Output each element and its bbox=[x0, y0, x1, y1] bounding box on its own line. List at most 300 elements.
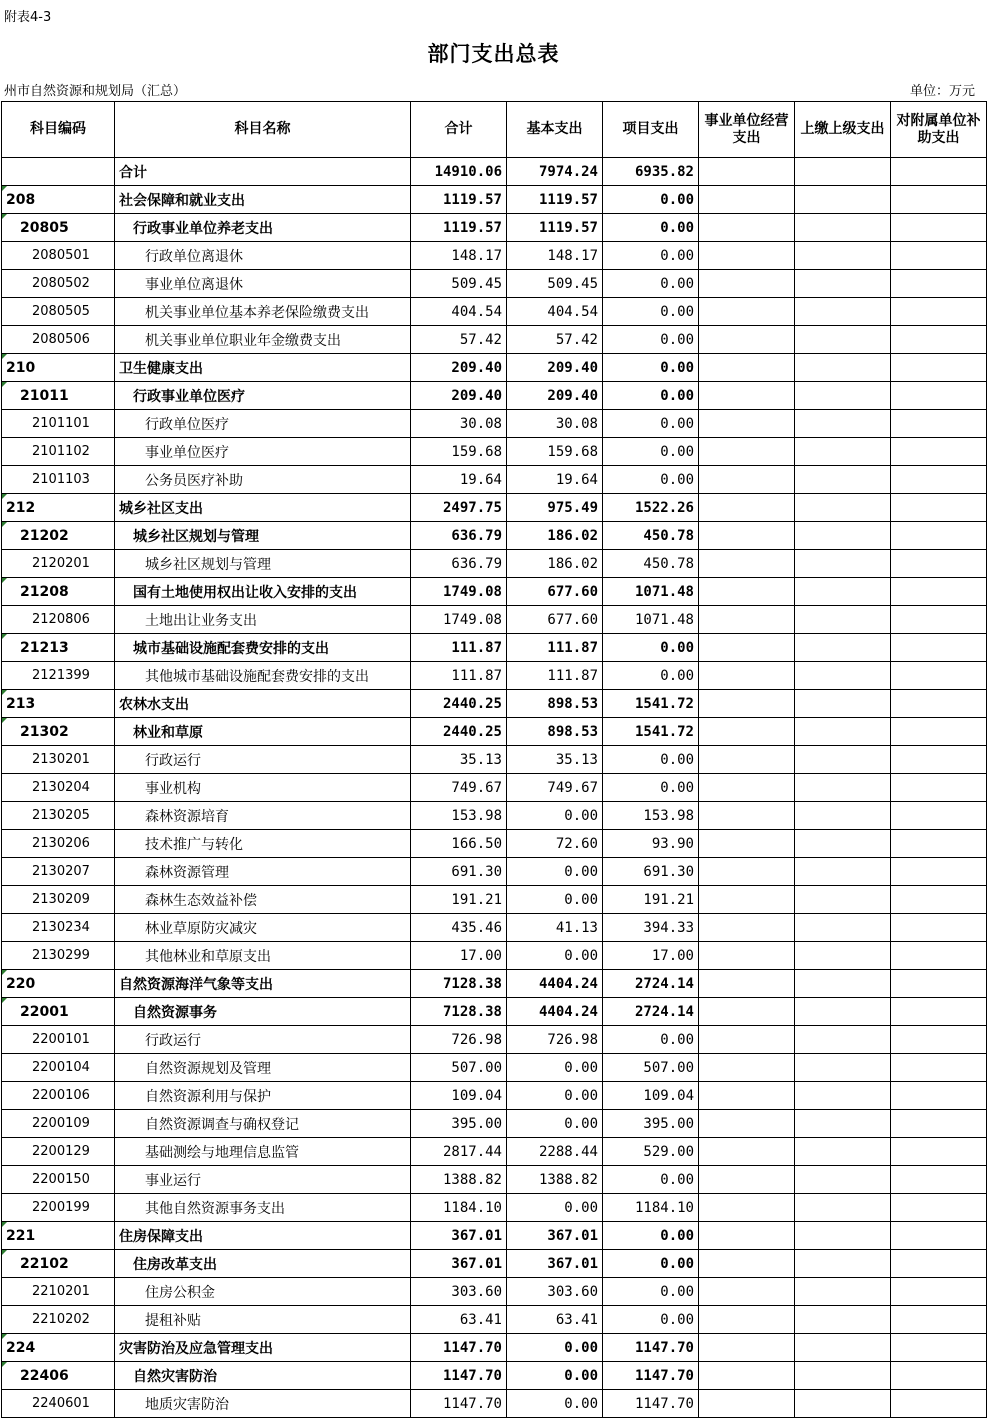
cell-name: 行政单位离退休 bbox=[115, 242, 411, 270]
cell-project: 1071.48 bbox=[603, 606, 699, 634]
cell-name: 城乡社区规划与管理 bbox=[115, 550, 411, 578]
cell-business bbox=[699, 662, 795, 690]
cell-basic: 0.00 bbox=[507, 1054, 603, 1082]
cell-total: 636.79 bbox=[411, 522, 507, 550]
cell-name: 城乡社区规划与管理 bbox=[115, 522, 411, 550]
cell-code: 2210201 bbox=[2, 1278, 115, 1306]
cell-basic: 4404.24 bbox=[507, 970, 603, 998]
cell-remit bbox=[795, 1250, 891, 1278]
cell-project: 2724.14 bbox=[603, 998, 699, 1026]
code-text: 21302 bbox=[20, 723, 69, 740]
cell-project: 93.90 bbox=[603, 830, 699, 858]
table-row bbox=[2, 1278, 987, 1306]
cell-business bbox=[699, 634, 795, 662]
cell-subsidy bbox=[891, 718, 987, 746]
cell-subsidy bbox=[891, 550, 987, 578]
cell-code: 2130201 bbox=[2, 746, 115, 774]
cell-business bbox=[699, 466, 795, 494]
cell-business bbox=[699, 186, 795, 214]
cell-code bbox=[2, 970, 115, 998]
row-marker-icon bbox=[2, 1250, 7, 1255]
cell-project: 0.00 bbox=[603, 1166, 699, 1194]
cell-subsidy bbox=[891, 1194, 987, 1222]
cell-subsidy bbox=[891, 242, 987, 270]
cell-remit bbox=[795, 550, 891, 578]
cell-business bbox=[699, 578, 795, 606]
cell-remit bbox=[795, 662, 891, 690]
cell-basic: 0.00 bbox=[507, 1390, 603, 1418]
cell-basic: 209.40 bbox=[507, 382, 603, 410]
cell-business bbox=[699, 1306, 795, 1334]
expenditure-table bbox=[1, 101, 987, 1418]
cell-code: 2130234 bbox=[2, 914, 115, 942]
cell-name: 住房公积金 bbox=[115, 1278, 411, 1306]
cell-total: 509.45 bbox=[411, 270, 507, 298]
cell-subsidy bbox=[891, 774, 987, 802]
cell-remit bbox=[795, 914, 891, 942]
cell-project: 0.00 bbox=[603, 746, 699, 774]
cell-code: 2200129 bbox=[2, 1138, 115, 1166]
table-row bbox=[2, 242, 987, 270]
row-marker-icon bbox=[2, 690, 7, 695]
cell-basic: 404.54 bbox=[507, 298, 603, 326]
cell-business bbox=[699, 746, 795, 774]
cell-code bbox=[2, 522, 115, 550]
cell-code bbox=[2, 998, 115, 1026]
cell-remit bbox=[795, 830, 891, 858]
cell-project: 0.00 bbox=[603, 298, 699, 326]
cell-name: 行政运行 bbox=[115, 1026, 411, 1054]
cell-total: 404.54 bbox=[411, 298, 507, 326]
cell-name: 基础测绘与地理信息监管 bbox=[115, 1138, 411, 1166]
cell-remit bbox=[795, 438, 891, 466]
cell-basic: 111.87 bbox=[507, 662, 603, 690]
table-row bbox=[2, 858, 987, 886]
cell-basic: 0.00 bbox=[507, 802, 603, 830]
cell-remit bbox=[795, 970, 891, 998]
cell-name: 林业草原防灾减灾 bbox=[115, 914, 411, 942]
cell-business bbox=[699, 410, 795, 438]
cell-remit bbox=[795, 270, 891, 298]
cell-remit bbox=[795, 1138, 891, 1166]
col-header-total: 合计 bbox=[411, 102, 507, 158]
col-header-project: 项目支出 bbox=[603, 102, 699, 158]
cell-basic: 63.41 bbox=[507, 1306, 603, 1334]
cell-total: 209.40 bbox=[411, 382, 507, 410]
table-row bbox=[2, 1222, 987, 1250]
row-marker-icon bbox=[2, 214, 7, 219]
cell-project: 0.00 bbox=[603, 354, 699, 382]
table-row bbox=[2, 802, 987, 830]
cell-business bbox=[699, 1082, 795, 1110]
cell-project: 6935.82 bbox=[603, 158, 699, 186]
cell-subsidy bbox=[891, 326, 987, 354]
cell-remit bbox=[795, 466, 891, 494]
row-marker-icon bbox=[2, 354, 7, 359]
cell-business bbox=[699, 774, 795, 802]
cell-total: 691.30 bbox=[411, 858, 507, 886]
cell-project: 1541.72 bbox=[603, 690, 699, 718]
table-row bbox=[2, 886, 987, 914]
cell-basic: 111.87 bbox=[507, 634, 603, 662]
cell-code: 2080501 bbox=[2, 242, 115, 270]
cell-code: 2130299 bbox=[2, 942, 115, 970]
table-row bbox=[2, 1390, 987, 1418]
cell-remit bbox=[795, 1026, 891, 1054]
cell-business bbox=[699, 802, 795, 830]
cell-remit bbox=[795, 1362, 891, 1390]
cell-basic: 1119.57 bbox=[507, 186, 603, 214]
table-row bbox=[2, 1110, 987, 1138]
cell-business bbox=[699, 1390, 795, 1418]
cell-subsidy bbox=[891, 298, 987, 326]
cell-basic: 0.00 bbox=[507, 1194, 603, 1222]
cell-name: 合计 bbox=[115, 158, 411, 186]
cell-subsidy bbox=[891, 802, 987, 830]
cell-business bbox=[699, 298, 795, 326]
table-row bbox=[2, 942, 987, 970]
cell-business bbox=[699, 1110, 795, 1138]
cell-subsidy bbox=[891, 746, 987, 774]
cell-name: 其他林业和草原支出 bbox=[115, 942, 411, 970]
table-row bbox=[2, 914, 987, 942]
cell-basic: 4404.24 bbox=[507, 998, 603, 1026]
table-row bbox=[2, 438, 987, 466]
cell-code bbox=[2, 578, 115, 606]
cell-total: 1749.08 bbox=[411, 606, 507, 634]
cell-total: 1147.70 bbox=[411, 1390, 507, 1418]
table-row bbox=[2, 1306, 987, 1334]
cell-total: 1119.57 bbox=[411, 186, 507, 214]
cell-code: 2130209 bbox=[2, 886, 115, 914]
cell-code bbox=[2, 494, 115, 522]
cell-basic: 7974.24 bbox=[507, 158, 603, 186]
code-text: 21208 bbox=[20, 583, 69, 600]
cell-total: 1119.57 bbox=[411, 214, 507, 242]
cell-project: 0.00 bbox=[603, 242, 699, 270]
col-header-subsidy: 对附属单位补助支出 bbox=[891, 102, 987, 158]
cell-total: 111.87 bbox=[411, 634, 507, 662]
cell-basic: 509.45 bbox=[507, 270, 603, 298]
code-text: 208 bbox=[6, 191, 36, 208]
table-row bbox=[2, 410, 987, 438]
table-row bbox=[2, 830, 987, 858]
table-row bbox=[2, 578, 987, 606]
table-row bbox=[2, 746, 987, 774]
cell-code: 2080502 bbox=[2, 270, 115, 298]
unit-label: 单位：万元 bbox=[909, 84, 975, 99]
code-text: 213 bbox=[6, 695, 36, 712]
row-marker-icon bbox=[2, 186, 7, 191]
cell-total: 63.41 bbox=[411, 1306, 507, 1334]
cell-code: 2200104 bbox=[2, 1054, 115, 1082]
cell-remit bbox=[795, 690, 891, 718]
code-text: 224 bbox=[6, 1339, 36, 1356]
cell-name: 住房保障支出 bbox=[115, 1222, 411, 1250]
cell-name: 城市基础设施配套费安排的支出 bbox=[115, 634, 411, 662]
cell-subsidy bbox=[891, 1054, 987, 1082]
cell-name: 事业机构 bbox=[115, 774, 411, 802]
cell-name: 社会保障和就业支出 bbox=[115, 186, 411, 214]
cell-basic: 1388.82 bbox=[507, 1166, 603, 1194]
cell-name: 地质灾害防治 bbox=[115, 1390, 411, 1418]
cell-name: 林业和草原 bbox=[115, 718, 411, 746]
row-marker-icon bbox=[2, 1362, 7, 1367]
table-row bbox=[2, 1334, 987, 1362]
cell-remit bbox=[795, 1194, 891, 1222]
cell-project: 153.98 bbox=[603, 802, 699, 830]
cell-basic: 159.68 bbox=[507, 438, 603, 466]
cell-basic: 30.08 bbox=[507, 410, 603, 438]
cell-business bbox=[699, 1166, 795, 1194]
cell-subsidy bbox=[891, 1166, 987, 1194]
cell-subsidy bbox=[891, 606, 987, 634]
cell-remit bbox=[795, 214, 891, 242]
cell-basic: 72.60 bbox=[507, 830, 603, 858]
cell-name: 自然资源规划及管理 bbox=[115, 1054, 411, 1082]
row-marker-icon bbox=[2, 382, 7, 387]
cell-name: 其他城市基础设施配套费安排的支出 bbox=[115, 662, 411, 690]
cell-code: 2200199 bbox=[2, 1194, 115, 1222]
cell-basic: 0.00 bbox=[507, 942, 603, 970]
cell-code: 2200106 bbox=[2, 1082, 115, 1110]
cell-remit bbox=[795, 1166, 891, 1194]
cell-remit bbox=[795, 802, 891, 830]
cell-name: 其他自然资源事务支出 bbox=[115, 1194, 411, 1222]
cell-code: 2200150 bbox=[2, 1166, 115, 1194]
row-marker-icon bbox=[2, 578, 7, 583]
table-row bbox=[2, 382, 987, 410]
cell-total: 1184.10 bbox=[411, 1194, 507, 1222]
cell-project: 0.00 bbox=[603, 1222, 699, 1250]
cell-remit bbox=[795, 858, 891, 886]
cell-basic: 0.00 bbox=[507, 1362, 603, 1390]
cell-total: 7128.38 bbox=[411, 998, 507, 1026]
cell-project: 394.33 bbox=[603, 914, 699, 942]
cell-code: 2101101 bbox=[2, 410, 115, 438]
cell-name: 提租补贴 bbox=[115, 1306, 411, 1334]
cell-remit bbox=[795, 1278, 891, 1306]
cell-total: 57.42 bbox=[411, 326, 507, 354]
cell-code: 2210202 bbox=[2, 1306, 115, 1334]
cell-total: 153.98 bbox=[411, 802, 507, 830]
cell-subsidy bbox=[891, 858, 987, 886]
table-row bbox=[2, 186, 987, 214]
cell-total: 507.00 bbox=[411, 1054, 507, 1082]
cell-project: 1184.10 bbox=[603, 1194, 699, 1222]
cell-code: 2120201 bbox=[2, 550, 115, 578]
cell-project: 1147.70 bbox=[603, 1390, 699, 1418]
cell-subsidy bbox=[891, 1026, 987, 1054]
cell-business bbox=[699, 326, 795, 354]
cell-total: 109.04 bbox=[411, 1082, 507, 1110]
table-row bbox=[2, 998, 987, 1026]
cell-basic: 0.00 bbox=[507, 1082, 603, 1110]
cell-remit bbox=[795, 186, 891, 214]
cell-total: 111.87 bbox=[411, 662, 507, 690]
cell-subsidy bbox=[891, 1278, 987, 1306]
cell-basic: 677.60 bbox=[507, 606, 603, 634]
cell-subsidy bbox=[891, 914, 987, 942]
table-row bbox=[2, 606, 987, 634]
cell-basic: 19.64 bbox=[507, 466, 603, 494]
figure-label: 附表4-3 bbox=[4, 10, 52, 25]
cell-remit bbox=[795, 634, 891, 662]
cell-code: 2120806 bbox=[2, 606, 115, 634]
cell-total: 148.17 bbox=[411, 242, 507, 270]
cell-project: 109.04 bbox=[603, 1082, 699, 1110]
table-row bbox=[2, 1026, 987, 1054]
cell-business bbox=[699, 214, 795, 242]
cell-subsidy bbox=[891, 578, 987, 606]
cell-code bbox=[2, 1222, 115, 1250]
cell-total: 191.21 bbox=[411, 886, 507, 914]
cell-total: 35.13 bbox=[411, 746, 507, 774]
cell-subsidy bbox=[891, 886, 987, 914]
cell-total: 2440.25 bbox=[411, 690, 507, 718]
cell-basic: 57.42 bbox=[507, 326, 603, 354]
cell-total: 1749.08 bbox=[411, 578, 507, 606]
cell-basic: 1119.57 bbox=[507, 214, 603, 242]
cell-basic: 0.00 bbox=[507, 1110, 603, 1138]
cell-code: 2101102 bbox=[2, 438, 115, 466]
cell-basic: 148.17 bbox=[507, 242, 603, 270]
cell-basic: 367.01 bbox=[507, 1222, 603, 1250]
code-text: 22406 bbox=[20, 1367, 69, 1384]
cell-code: 2240601 bbox=[2, 1390, 115, 1418]
cell-subsidy bbox=[891, 830, 987, 858]
cell-total: 17.00 bbox=[411, 942, 507, 970]
cell-basic: 367.01 bbox=[507, 1250, 603, 1278]
cell-business bbox=[699, 830, 795, 858]
table-row bbox=[2, 1194, 987, 1222]
cell-name: 森林生态效益补偿 bbox=[115, 886, 411, 914]
table-row bbox=[2, 326, 987, 354]
cell-subsidy bbox=[891, 1250, 987, 1278]
cell-project: 0.00 bbox=[603, 410, 699, 438]
cell-business bbox=[699, 438, 795, 466]
cell-basic: 0.00 bbox=[507, 886, 603, 914]
code-text: 220 bbox=[6, 975, 36, 992]
cell-name: 灾害防治及应急管理支出 bbox=[115, 1334, 411, 1362]
cell-remit bbox=[795, 774, 891, 802]
cell-code: 2130206 bbox=[2, 830, 115, 858]
table-row bbox=[2, 354, 987, 382]
cell-project: 395.00 bbox=[603, 1110, 699, 1138]
cell-remit bbox=[795, 326, 891, 354]
cell-project: 0.00 bbox=[603, 774, 699, 802]
cell-project: 529.00 bbox=[603, 1138, 699, 1166]
cell-subsidy bbox=[891, 522, 987, 550]
table-row bbox=[2, 690, 987, 718]
table-row bbox=[2, 1082, 987, 1110]
cell-name: 行政单位医疗 bbox=[115, 410, 411, 438]
row-marker-icon bbox=[2, 494, 7, 499]
cell-remit bbox=[795, 1390, 891, 1418]
cell-business bbox=[699, 158, 795, 186]
cell-business bbox=[699, 690, 795, 718]
cell-code bbox=[2, 1334, 115, 1362]
cell-remit bbox=[795, 298, 891, 326]
page-title: 部门支出总表 bbox=[427, 42, 560, 66]
cell-basic: 303.60 bbox=[507, 1278, 603, 1306]
cell-basic: 186.02 bbox=[507, 522, 603, 550]
cell-remit bbox=[795, 1054, 891, 1082]
cell-remit bbox=[795, 522, 891, 550]
col-header-basic: 基本支出 bbox=[507, 102, 603, 158]
cell-subsidy bbox=[891, 382, 987, 410]
cell-project: 0.00 bbox=[603, 1306, 699, 1334]
row-marker-icon bbox=[2, 970, 7, 975]
table-row bbox=[2, 718, 987, 746]
code-text: 22102 bbox=[20, 1255, 69, 1272]
cell-project: 0.00 bbox=[603, 1250, 699, 1278]
cell-business bbox=[699, 914, 795, 942]
cell-name: 公务员医疗补助 bbox=[115, 466, 411, 494]
cell-total: 435.46 bbox=[411, 914, 507, 942]
code-text: 212 bbox=[6, 499, 36, 516]
cell-business bbox=[699, 886, 795, 914]
cell-subsidy bbox=[891, 634, 987, 662]
cell-remit bbox=[795, 382, 891, 410]
cell-remit bbox=[795, 606, 891, 634]
cell-business bbox=[699, 1194, 795, 1222]
cell-remit bbox=[795, 998, 891, 1026]
cell-business bbox=[699, 998, 795, 1026]
cell-subsidy bbox=[891, 662, 987, 690]
cell-remit bbox=[795, 746, 891, 774]
cell-total: 209.40 bbox=[411, 354, 507, 382]
cell-subsidy bbox=[891, 942, 987, 970]
table-row bbox=[2, 1362, 987, 1390]
table-row bbox=[2, 550, 987, 578]
cell-name: 国有土地使用权出让收入安排的支出 bbox=[115, 578, 411, 606]
cell-basic: 749.67 bbox=[507, 774, 603, 802]
cell-project: 0.00 bbox=[603, 1278, 699, 1306]
cell-basic: 2288.44 bbox=[507, 1138, 603, 1166]
cell-project: 1147.70 bbox=[603, 1334, 699, 1362]
col-header-remit: 上缴上级支出 bbox=[795, 102, 891, 158]
cell-basic: 898.53 bbox=[507, 690, 603, 718]
cell-project: 0.00 bbox=[603, 326, 699, 354]
cell-business bbox=[699, 242, 795, 270]
code-text: 20805 bbox=[20, 219, 69, 236]
cell-total: 166.50 bbox=[411, 830, 507, 858]
cell-remit bbox=[795, 1306, 891, 1334]
cell-name: 事业运行 bbox=[115, 1166, 411, 1194]
row-marker-icon bbox=[2, 634, 7, 639]
cell-basic: 0.00 bbox=[507, 858, 603, 886]
cell-basic: 186.02 bbox=[507, 550, 603, 578]
cell-subsidy bbox=[891, 1110, 987, 1138]
cell-code bbox=[2, 1250, 115, 1278]
cell-subsidy bbox=[891, 1138, 987, 1166]
cell-business bbox=[699, 382, 795, 410]
cell-remit bbox=[795, 410, 891, 438]
cell-code bbox=[2, 718, 115, 746]
cell-project: 450.78 bbox=[603, 550, 699, 578]
cell-name: 事业单位医疗 bbox=[115, 438, 411, 466]
cell-subsidy bbox=[891, 214, 987, 242]
cell-code bbox=[2, 634, 115, 662]
cell-project: 17.00 bbox=[603, 942, 699, 970]
cell-total: 14910.06 bbox=[411, 158, 507, 186]
cell-subsidy bbox=[891, 690, 987, 718]
cell-business bbox=[699, 1250, 795, 1278]
cell-subsidy bbox=[891, 1306, 987, 1334]
cell-code: 2130204 bbox=[2, 774, 115, 802]
cell-code: 2080506 bbox=[2, 326, 115, 354]
